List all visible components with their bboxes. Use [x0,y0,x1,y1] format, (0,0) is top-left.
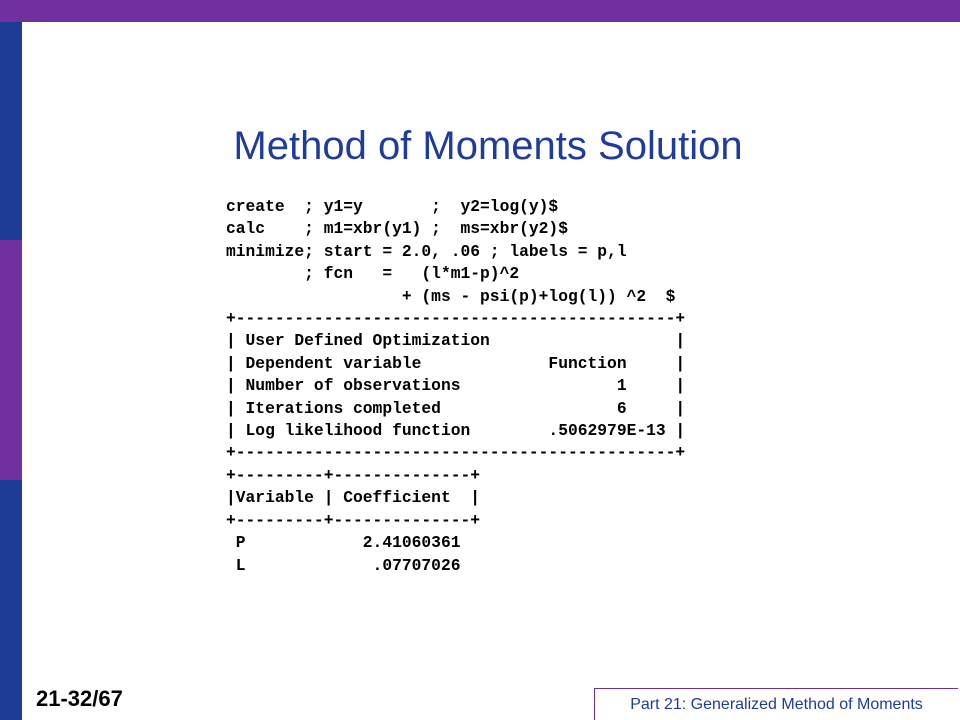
slide-title: Method of Moments Solution [233,124,743,168]
code-line: + (ms - psi(p)+log(l)) ^2 $ [226,286,676,306]
code-line: minimize; start = 2.0, .06 ; labels = p,l [226,241,627,261]
code-line: calc ; m1=xbr(y1) ; ms=xbr(y2)$ [226,219,568,239]
footer-box [594,688,958,720]
code-line: create ; y1=y ; y2=log(y)$ [226,197,559,216]
code-line: | Log likelihood function .5062979E-13 | [226,421,686,441]
code-line: | Number of observations 1 | [226,376,686,396]
code-output-block [226,196,685,577]
code-line: | User Defined Optimization | [226,331,686,351]
code-line: | Iterations completed 6 | [226,398,686,418]
top-accent-bar [0,0,960,22]
slide-number: 21-32/67 [36,686,123,711]
code-line: |Variable | Coefficient | [226,488,481,508]
code-line: | Dependent variable Function | [226,353,686,373]
code-line: +---------------------------------------------+ [226,443,686,463]
footer-text: Part 21: Generalized Method of Moments [630,695,923,713]
side-accent-bar-middle [0,240,22,480]
code-line: ; fcn = (l*m1-p)^2 [226,264,520,284]
side-accent-bar-bottom [0,480,22,720]
code-line: +---------+--------------+ [226,465,481,485]
code-line: L .07707026 [226,555,461,575]
code-line: +---------+--------------+ [226,510,481,530]
code-line: P 2.41060361 [226,533,461,553]
code-line: +---------------------------------------------+ [226,309,686,329]
